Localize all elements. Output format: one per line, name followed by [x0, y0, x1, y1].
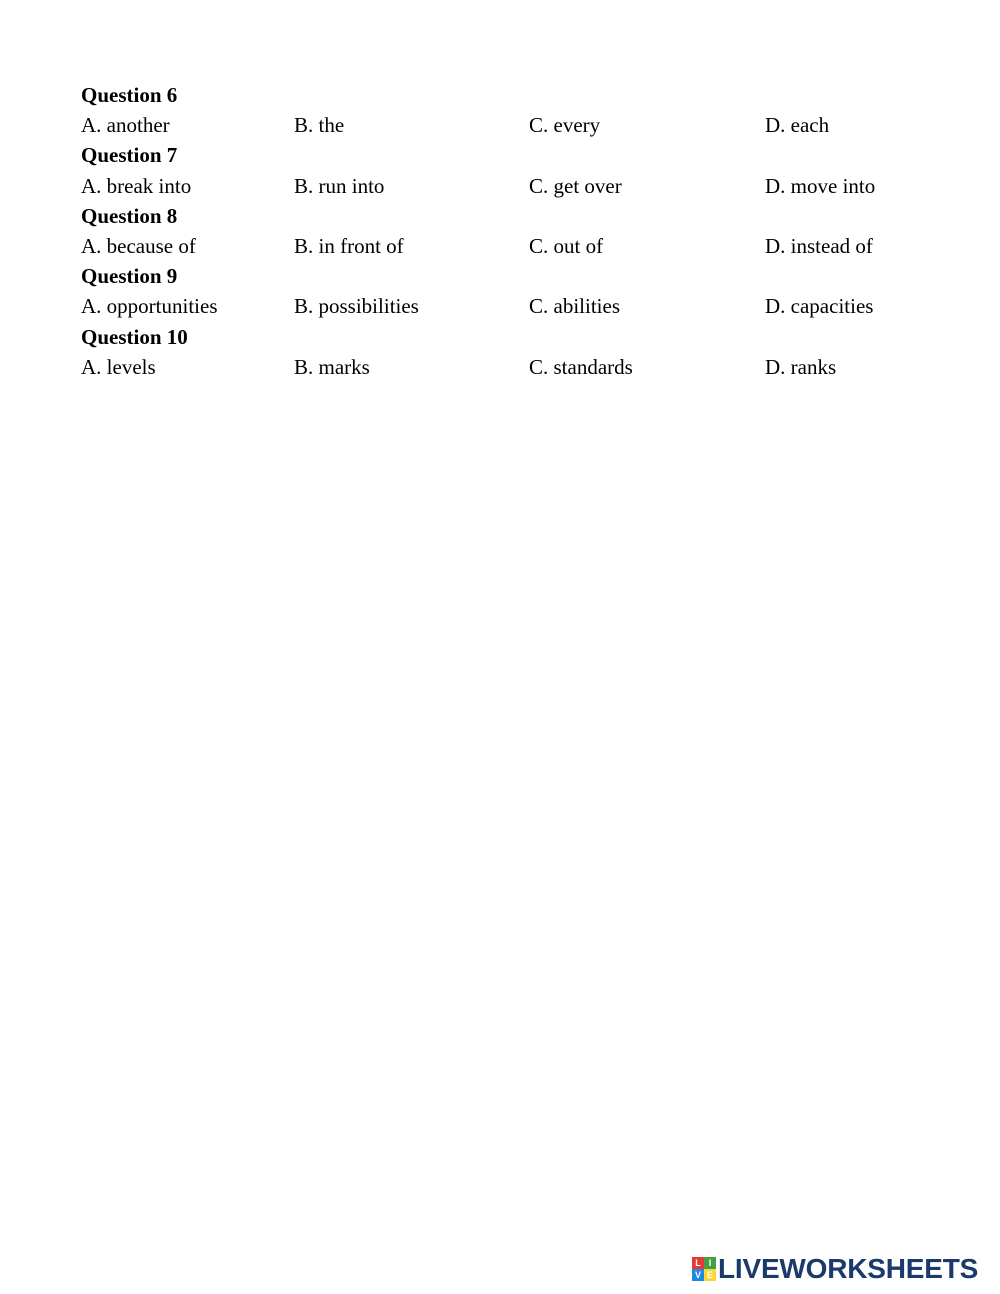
option-d[interactable]: D. move into [765, 173, 876, 198]
option-a[interactable]: A. because of [81, 233, 196, 258]
option-d[interactable]: D. each [765, 113, 830, 138]
answer-options [81, 171, 961, 201]
option-a[interactable]: A. break into [81, 173, 192, 198]
option-d[interactable]: D. ranks [765, 354, 837, 379]
option-c[interactable]: C. every [529, 113, 601, 138]
question-title: Question 9 [81, 264, 178, 289]
question-8 [81, 201, 961, 261]
answer-options [81, 291, 961, 321]
option-d[interactable]: D. capacities [765, 294, 874, 319]
question-title: Question 6 [81, 83, 178, 107]
option-c[interactable]: C. standards [529, 354, 633, 379]
option-b[interactable]: B. possibilities [294, 294, 419, 319]
option-a[interactable]: A. another [81, 113, 170, 138]
answer-options [81, 231, 961, 261]
option-b[interactable]: B. the [294, 113, 345, 138]
logo-mark-tile: I [704, 1257, 716, 1269]
question-7 [81, 140, 961, 200]
question-title: Question 7 [81, 143, 178, 168]
liveworksheets-logo-icon [692, 1257, 716, 1281]
option-c[interactable]: C. get over [529, 173, 622, 198]
option-a[interactable]: A. levels [81, 354, 156, 379]
question-list [81, 80, 961, 382]
answer-options [81, 352, 961, 382]
option-b[interactable]: B. marks [294, 354, 370, 379]
option-c[interactable]: C. abilities [529, 294, 620, 319]
liveworksheets-logo-text: LIVEWORKSHEETS [718, 1253, 979, 1284]
logo-mark-tile: V [692, 1269, 704, 1281]
question-6 [81, 80, 961, 140]
logo-mark-tile: L [692, 1257, 704, 1269]
question-9 [81, 261, 961, 321]
question-title: Question 10 [81, 324, 188, 349]
option-a[interactable]: A. opportunities [81, 294, 218, 319]
option-d[interactable]: D. instead of [765, 233, 873, 258]
option-b[interactable]: B. run into [294, 173, 385, 198]
logo-mark-tile: E [704, 1269, 716, 1281]
question-title: Question 8 [81, 203, 178, 228]
option-c[interactable]: C. out of [529, 233, 604, 258]
liveworksheets-logo [692, 1252, 978, 1286]
question-10 [81, 322, 961, 382]
answer-options [81, 110, 961, 140]
option-b[interactable]: B. in front of [294, 233, 404, 258]
